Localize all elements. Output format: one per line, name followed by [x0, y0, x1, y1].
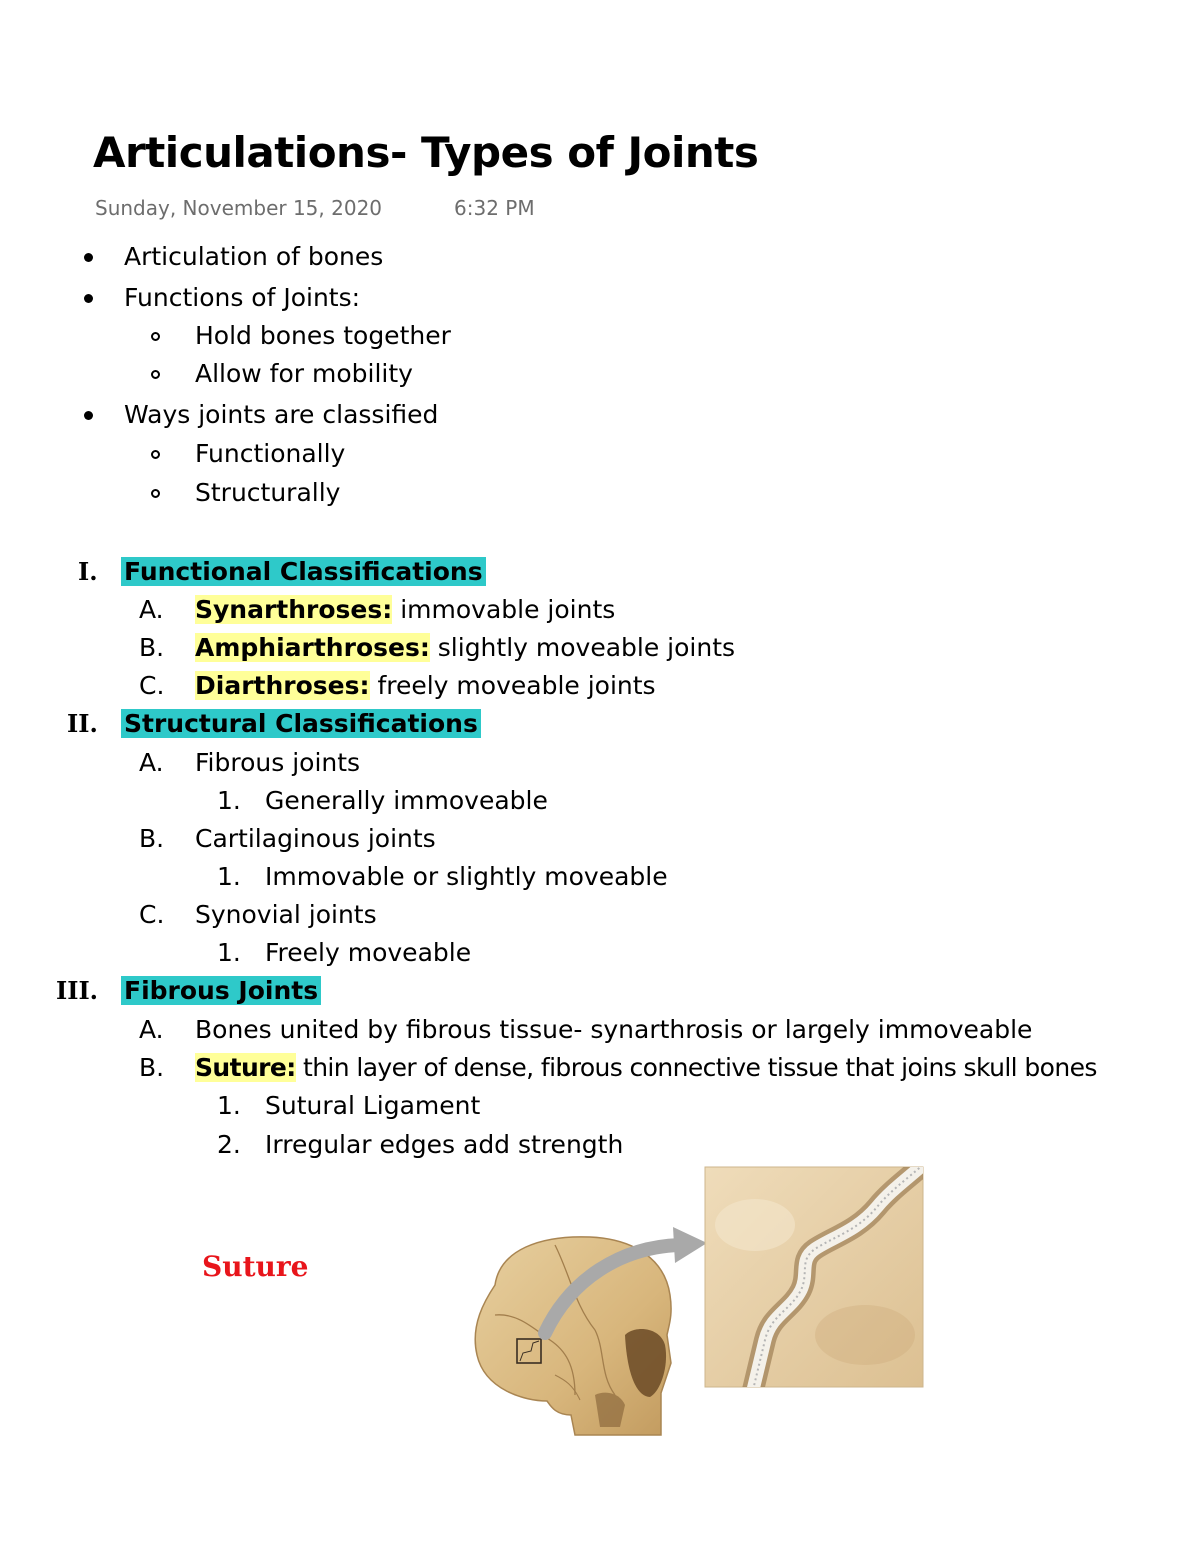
suture-illustration	[455, 1165, 925, 1437]
number-marker: 1.	[217, 1091, 241, 1120]
bullet-ring-icon	[151, 489, 160, 498]
outline-item	[195, 629, 735, 667]
section-heading	[121, 972, 321, 1010]
sub-bullet-item: Hold bones together	[195, 321, 451, 350]
sub-bullet-item: Structurally	[195, 478, 341, 507]
outline-sub-item: Sutural Ligament	[265, 1091, 481, 1120]
skull-icon	[475, 1237, 671, 1435]
bullet-ring-icon	[151, 370, 160, 379]
letter-marker: A.	[139, 595, 164, 624]
bullet-dot-icon	[84, 411, 93, 420]
roman-numeral: III.	[56, 976, 99, 1005]
term-definition: immovable joints	[392, 595, 616, 624]
bullet-item: Ways joints are classified	[124, 400, 439, 429]
page-date: Sunday, November 15, 2020	[95, 196, 383, 220]
letter-marker: A.	[139, 748, 164, 777]
page-title: Articulations- Types of Joints	[93, 128, 759, 177]
section-heading	[121, 705, 481, 743]
outline-item	[195, 667, 656, 705]
sub-bullet-item: Allow for mobility	[195, 359, 413, 388]
letter-marker: C.	[139, 900, 165, 929]
outline-sub-item: Irregular edges add strength	[265, 1130, 624, 1159]
term-highlight: Diarthroses:	[195, 671, 370, 700]
sub-bullet-item: Functionally	[195, 439, 346, 468]
magnified-suture-panel	[705, 1165, 925, 1390]
bullet-dot-icon	[84, 294, 93, 303]
term-definition: slightly moveable joints	[429, 633, 736, 662]
bullet-dot-icon	[84, 253, 93, 262]
term-highlight: Amphiarthroses:	[195, 633, 430, 662]
outline-item: Synovial joints	[195, 900, 377, 929]
outline-item: Bones united by fibrous tissue- synarthrosis or largely immoveable	[195, 1015, 1033, 1044]
page-time: 6:32 PM	[454, 196, 535, 220]
term-definition: freely moveable joints	[369, 671, 656, 700]
term-highlight: Synarthroses:	[195, 595, 393, 624]
number-marker: 2.	[217, 1130, 241, 1159]
letter-marker: A.	[139, 1015, 164, 1044]
letter-marker: C.	[139, 671, 165, 700]
letter-marker: B.	[139, 633, 165, 662]
roman-numeral: I.	[78, 557, 98, 586]
heading-highlight: Functional Classifications	[121, 557, 486, 586]
section-heading	[121, 553, 486, 591]
heading-highlight: Structural Classifications	[121, 709, 481, 738]
bullet-ring-icon	[151, 332, 160, 341]
letter-marker: B.	[139, 824, 165, 853]
term-definition: thin layer of dense, fibrous connective tissue that joins skull bones	[295, 1053, 1097, 1082]
outline-sub-item: Immovable or slightly moveable	[265, 862, 668, 891]
bullet-ring-icon	[151, 450, 160, 459]
figure-label: Suture	[202, 1250, 309, 1283]
outline-item	[195, 1049, 1097, 1087]
number-marker: 1.	[217, 938, 241, 967]
letter-marker: B.	[139, 1053, 165, 1082]
bullet-item: Functions of Joints:	[124, 283, 361, 312]
outline-sub-item: Generally immoveable	[265, 786, 548, 815]
term-highlight: Suture:	[195, 1053, 296, 1082]
number-marker: 1.	[217, 786, 241, 815]
bullet-item: Articulation of bones	[124, 242, 384, 271]
outline-item: Cartilaginous joints	[195, 824, 436, 853]
outline-item: Fibrous joints	[195, 748, 361, 777]
outline-sub-item: Freely moveable	[265, 938, 472, 967]
outline-item	[195, 591, 615, 629]
number-marker: 1.	[217, 862, 241, 891]
roman-numeral: II.	[67, 709, 98, 738]
heading-highlight: Fibrous Joints	[121, 976, 321, 1005]
